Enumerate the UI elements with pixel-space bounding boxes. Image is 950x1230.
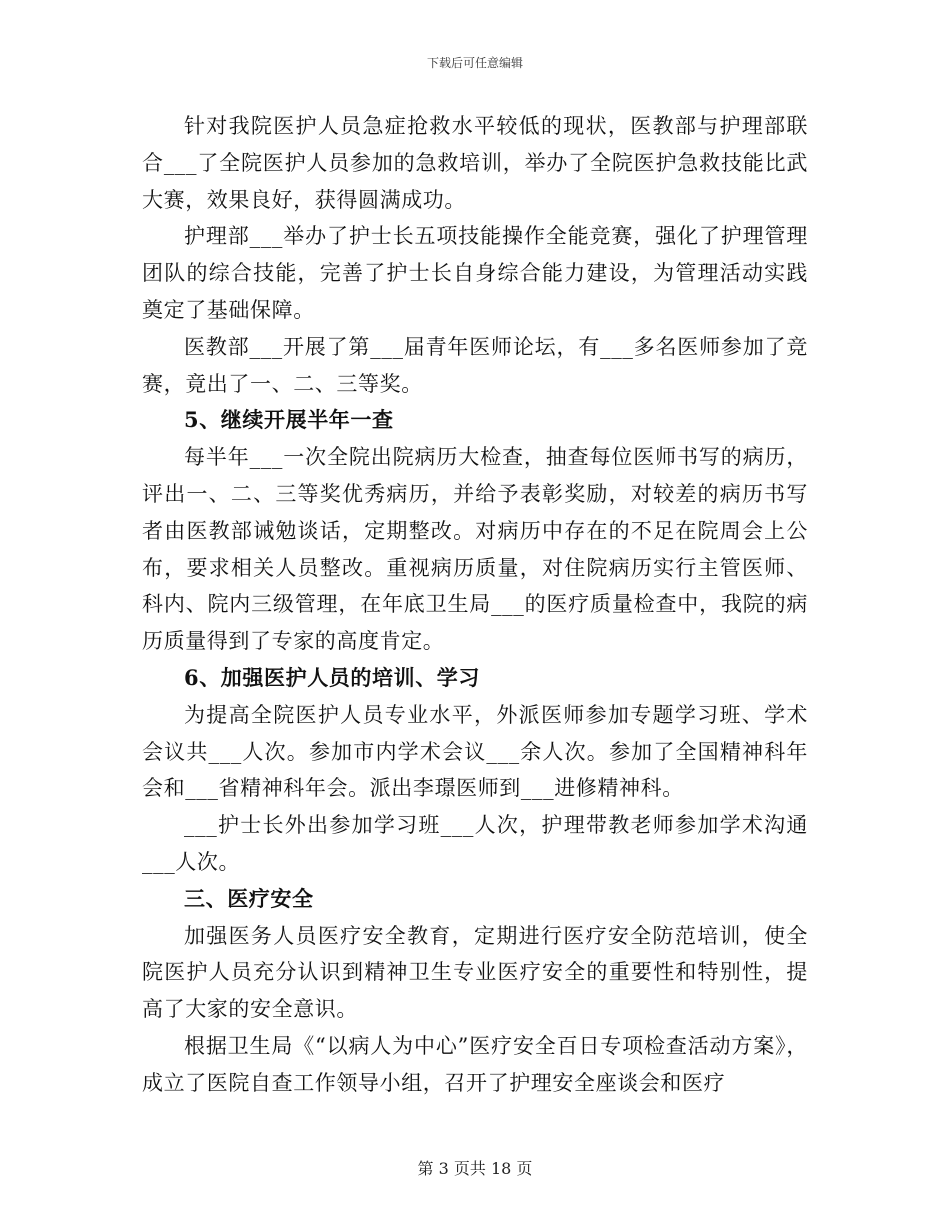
section-heading: 5、继续开展半年一查 (184, 407, 394, 433)
paragraph: 针对我院医护人员急症抢救水平较低的现状，医教部与护理部联合___了全院医护人员参加的急救培训，举办了全院医护急救技能比武大赛，效果良好，获得圆满成功。 (142, 114, 808, 212)
paragraph: 每半年___一次全院出院病历大检查，抽查每位医师书写的病历，评出一、二、三等奖优秀病历，并给予表彰奖励，对较差的病历书写者由医教部诫勉谈话，定期整改。对病历中存在的不足在院周会上公布，要求相关人员整改。重视病历质量，对住院病历实行主管医师、科内、院内三级管理，在年底卫生局___的医疗质量检查中，我院的病历质量得到了专家的高度肯定。 (142, 445, 808, 654)
paragraph: ___护士长外出参加学习班___人次，护理带教老师参加学术沟通___人次。 (142, 813, 808, 874)
page-footer: 第 3 页共 18 页 (417, 1159, 533, 1178)
document-body (142, 108, 808, 1102)
section-heading: 三、医疗安全 (184, 885, 314, 911)
paragraph: 加强医务人员医疗安全教育，定期进行医疗安全防范培训，使全院医护人员充分认识到精神卫生专业医疗安全的重要性和特别性，提高了大家的安全意识。 (142, 923, 808, 1022)
paragraph: 医教部___开展了第___届青年医师论坛，有___多名医师参加了竞赛，竟出了一、二、三等奖。 (142, 334, 808, 396)
section-heading: 6、加强医护人员的培训、学习 (184, 664, 481, 690)
paragraph: 为提高全院医护人员专业水平，外派医师参加专题学习班、学术会议共___人次。参加市内学术会议___余人次。参加了全国精神科年会和___省精神科年会。派出李璟医师到___进修精神科。 (142, 702, 808, 801)
page-header: 下载后可任意编辑 (426, 56, 523, 70)
paragraph: 根据卫生局《“以病人为中心”医疗安全百日专项检查活动方案》，成立了医院自查工作领导小组，召开了护理安全座谈会和医疗 (142, 1033, 808, 1095)
paragraph: 护理部___举办了护士长五项技能操作全能竞赛，强化了护理管理团队的综合技能，完善了护士长自身综合能力建设，为管理活动实践奠定了基础保障。 (142, 224, 808, 322)
